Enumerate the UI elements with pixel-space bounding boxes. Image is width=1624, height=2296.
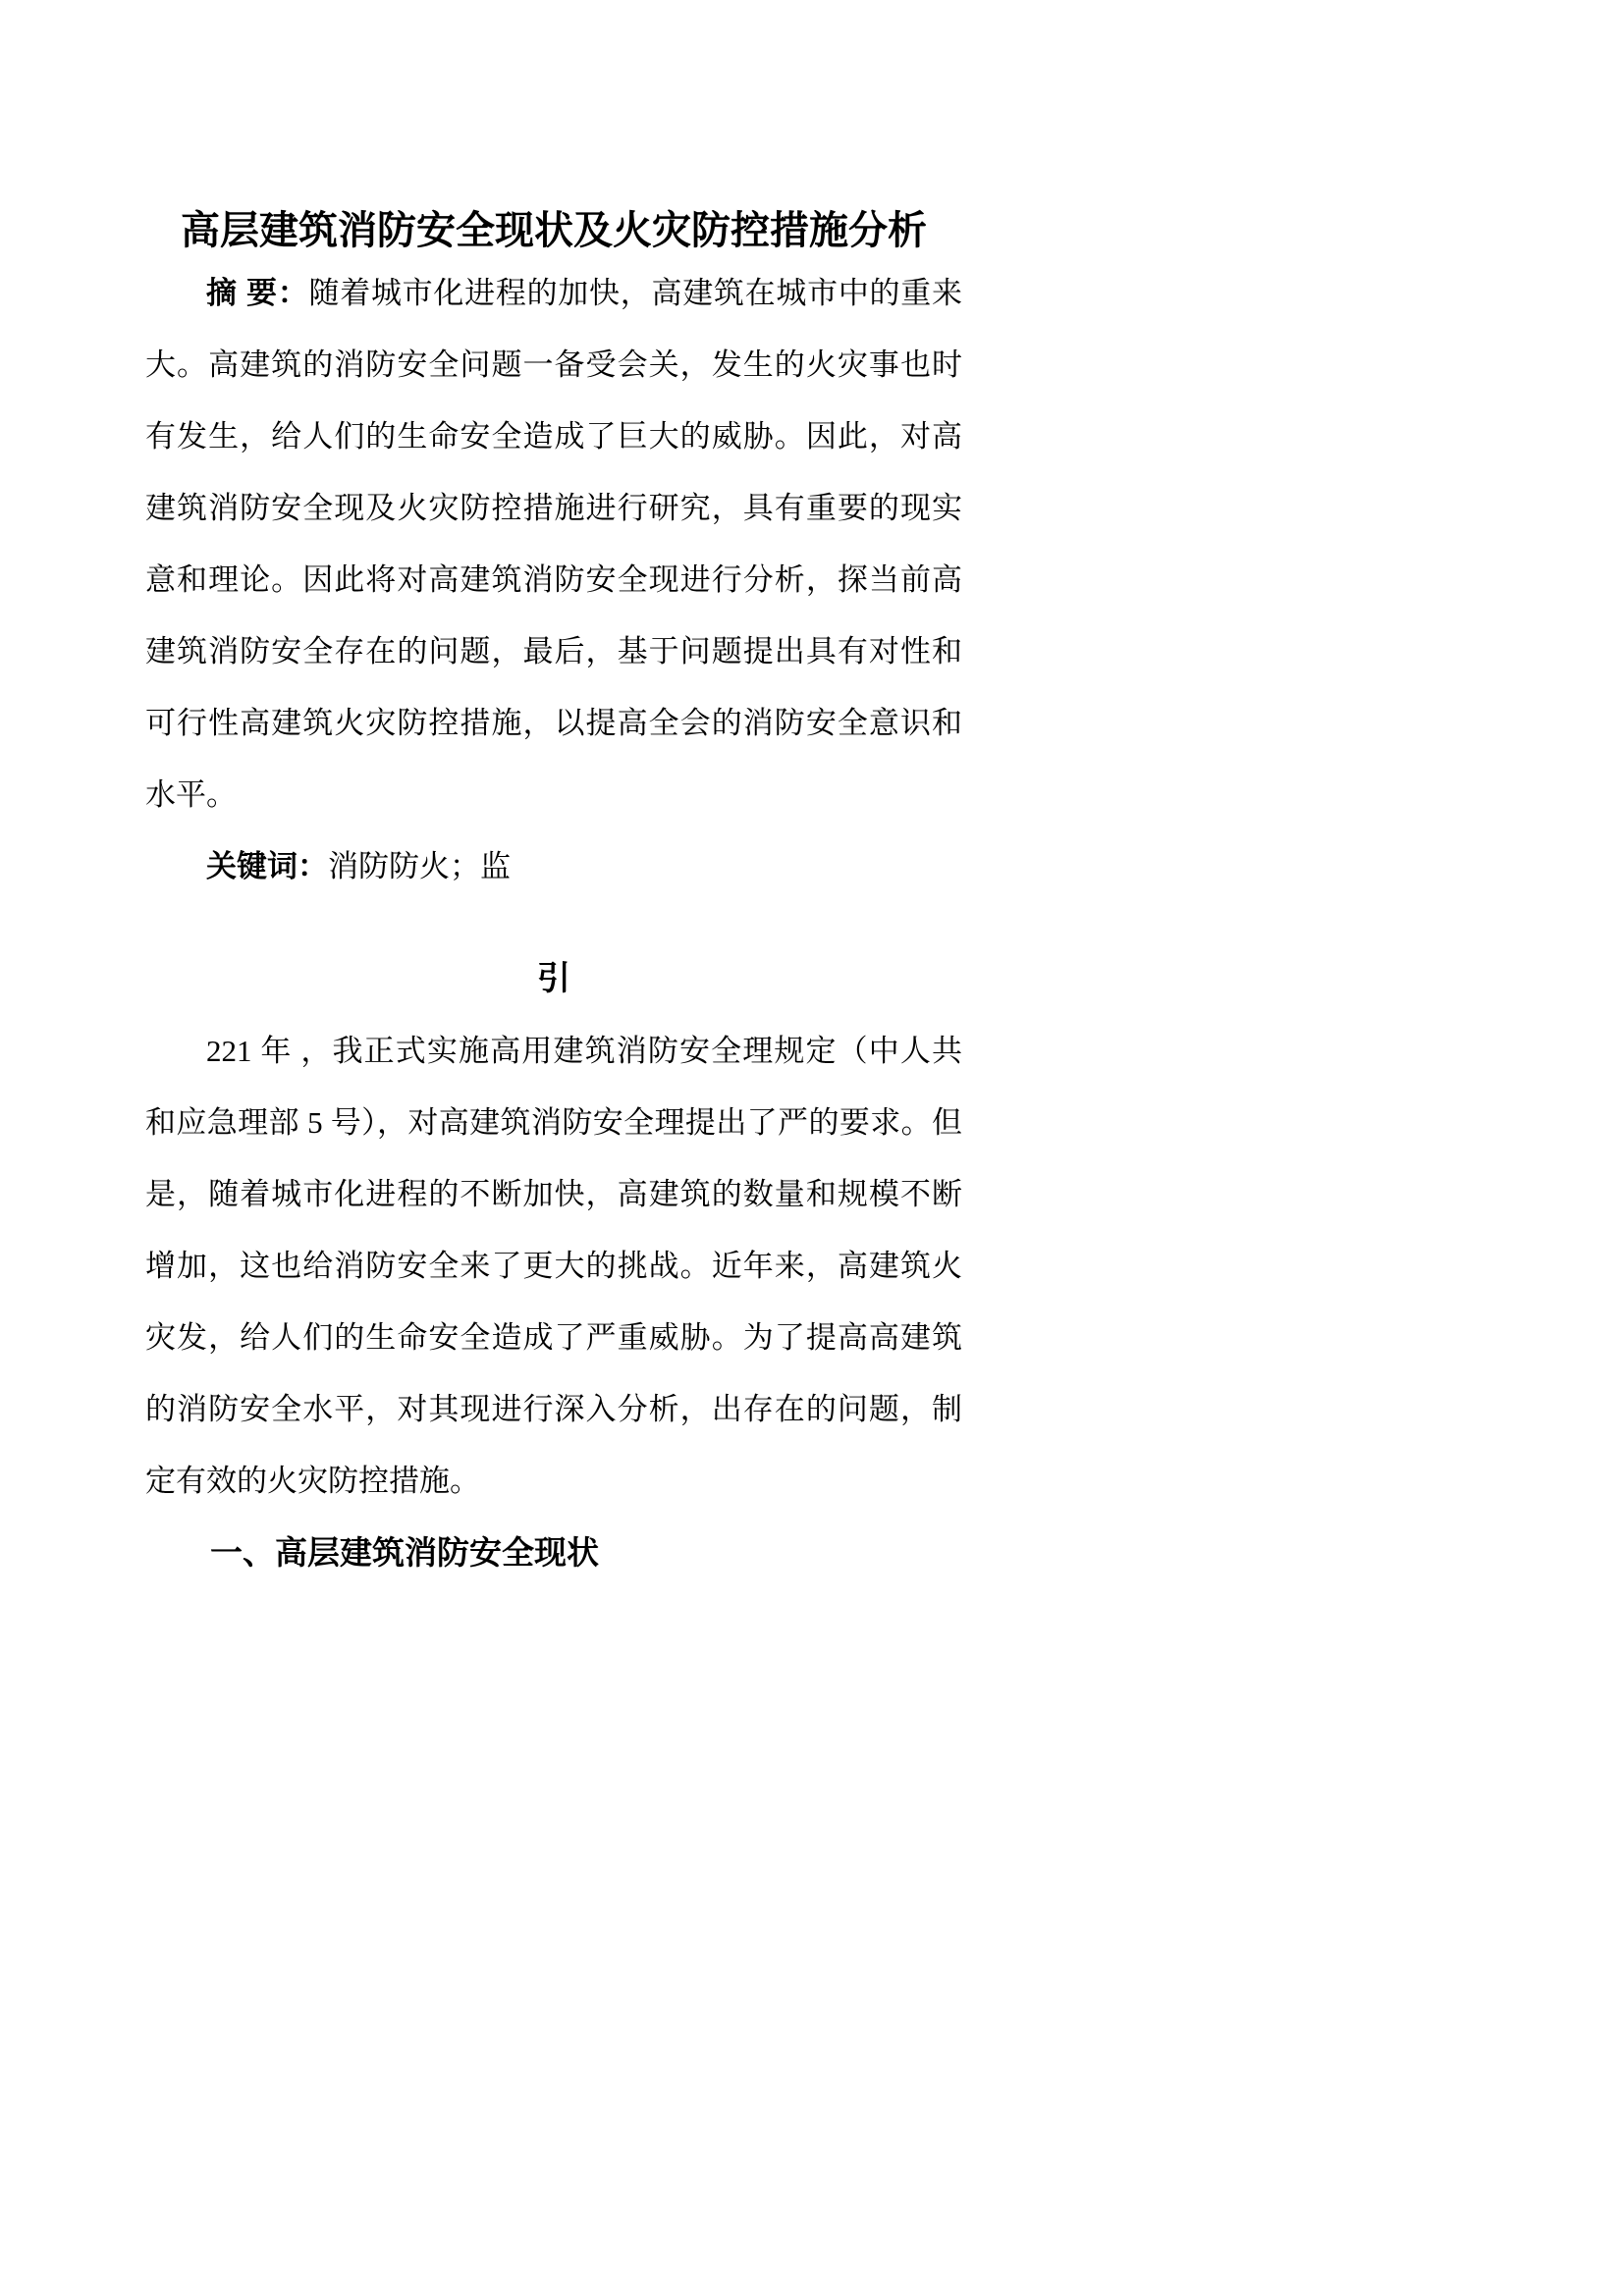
document-title: 高层建筑消防安全现状及火灾防控措施分析 (181, 209, 927, 252)
abstract-label: 摘 要： (206, 276, 309, 310)
keywords-paragraph (145, 830, 962, 902)
keywords-text: 消防防火；监 (328, 849, 511, 883)
introduction-heading: 引 (537, 960, 570, 997)
keywords-label: 关键词： (206, 849, 328, 883)
document-page (145, 204, 962, 1588)
abstract-paragraph (145, 257, 962, 830)
section-1-heading: 一、高层建筑消防安全现状 (210, 1534, 599, 1571)
abstract-text: 随着城市化进程的加快，高建筑在城市中的重来大。高建筑的消防安全问题一备受会关，发生的火灾事也时有发生，给人们的生命安全造成了巨大的威胁。因此，对高建筑消防安全现及火灾防控措施进行研究，具有重要的现实意和理论。因此将对高建筑消防安全现进行分析，探当前高建筑消防安全存在的问题，最后，基于问题提出具有对性和可行性高建筑火灾防控措施，以提高全会的消防安全意识和水平。 (145, 276, 962, 812)
introduction-paragraph: 221 年 ，我正式实施高用建筑消防安全理规定（中人共和应急理部 5 号），对高建筑消防安全理提出了严的要求。但是，随着城市化进程的不断加快，高建筑的数量和规模不断增加，这也给消防安全来了更大的挑战。近年来，高建筑火灾发，给人们的生命安全造成了严重威胁。为了提高高建筑的消防安全水平，对其现进行深入分析，出存在的问题，制定有效的火灾防控措施。 (145, 1034, 962, 1498)
